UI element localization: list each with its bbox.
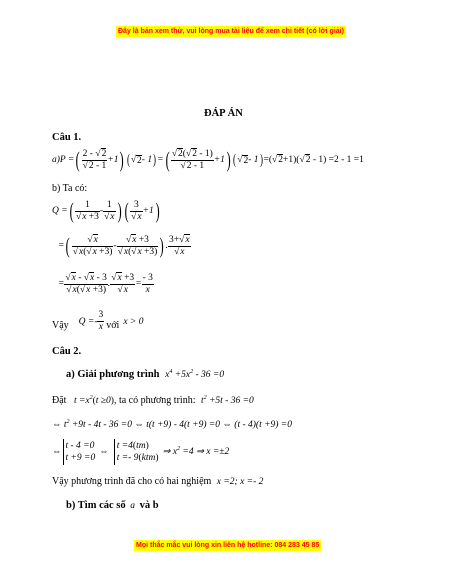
question-2a-title: a) Giải phương trình $x^4 +5x^2 - 36 =0$ (66, 369, 225, 381)
question-2a-factoring: ⇔ $t^2 +9t - 4t - 36 =0$ ⇔ t(t +9) - 4(t +9) =0 ⇔ (t - 4)(t +9) =0 (52, 419, 292, 431)
part-a-title-text: a) Giải phương trình (66, 369, 160, 381)
question-2a-substitution: Đặt $t =x^2(t \ge 0)$, ta có phương trình: $t^2 +5t - 36 =0$ (52, 395, 254, 407)
part-b-title-prefix: b) Tìm các số (66, 500, 126, 511)
preview-notice-banner: Đây là bản xem thử, vui lòng mua tài liệu để xem chi tiết (có lời giải) (118, 28, 344, 35)
question-2b-title: b) Tìm các số a và b (66, 500, 159, 511)
conclusion-text: Vậy phương trình đã cho có hai nghiệm (52, 476, 212, 487)
question-1b-step-1: = ( $\frac{√x}{√x(√x +3)}$ - $\frac{√x +3}{√x(√x +3)}$ ) . $\frac{3+√x}{√x}$ (58, 233, 190, 258)
conclusion-middle: với (106, 320, 120, 331)
substitution-prefix: Đặt (52, 395, 67, 407)
hotline-footer-banner: Mọi thắc mắc vui lòng xin liên hệ hotline: 084 283 45 85 (136, 542, 320, 549)
question-1a-equation: a) P = ( $\frac{2 - √2}{√2 - 1}$ +1 ) ( √ 2 - 1 ) = ( $\frac{√2(√2 - 1)}{√2 - 1}$ +1 ) ( √ 2 - 1 ) =(√2+1)(√2 - 1) =2 - 1 =1 (52, 147, 364, 172)
question-1-heading: Câu 1. (52, 132, 82, 143)
part-a-label: a) (52, 155, 60, 165)
question-1b-intro: b) Ta có: (52, 183, 88, 194)
question-2-heading: Câu 2. (52, 346, 82, 357)
substitution-suffix: , ta có phương trình: (113, 395, 196, 407)
question-2a-conclusion: Vậy phương trình đã cho có hai nghiệm x =2; x =- 2 (52, 476, 264, 487)
question-1b-expression: Q = ( $\frac{1}{√x +3}$ - $\frac{1}{√x}$ ) ( $\frac{3}{√x}$ +1 ) (52, 198, 160, 223)
conclusion-prefix: Vậy (52, 320, 69, 331)
question-1b-step-2: = $\frac{√x - √x - 3}{√x(√x +3)}$ . $\frac{√x +3}{√x}$ = $\frac{- 3}{x}$ (58, 272, 153, 295)
part-b-title-suffix: và b (139, 500, 159, 511)
question-1b-conclusion: Vậy Q =- $\frac{3}{x}$ với x > 0 (52, 310, 144, 332)
page-title: ĐÁP ÁN (204, 108, 243, 119)
question-2a-solutions: ⇔ t - 4 =0 t +9 =0 ⇔ t =4(tm) t =- 9(ktm) ⇒ $x^2 =4$ ⇒ x =±2 (52, 441, 230, 463)
